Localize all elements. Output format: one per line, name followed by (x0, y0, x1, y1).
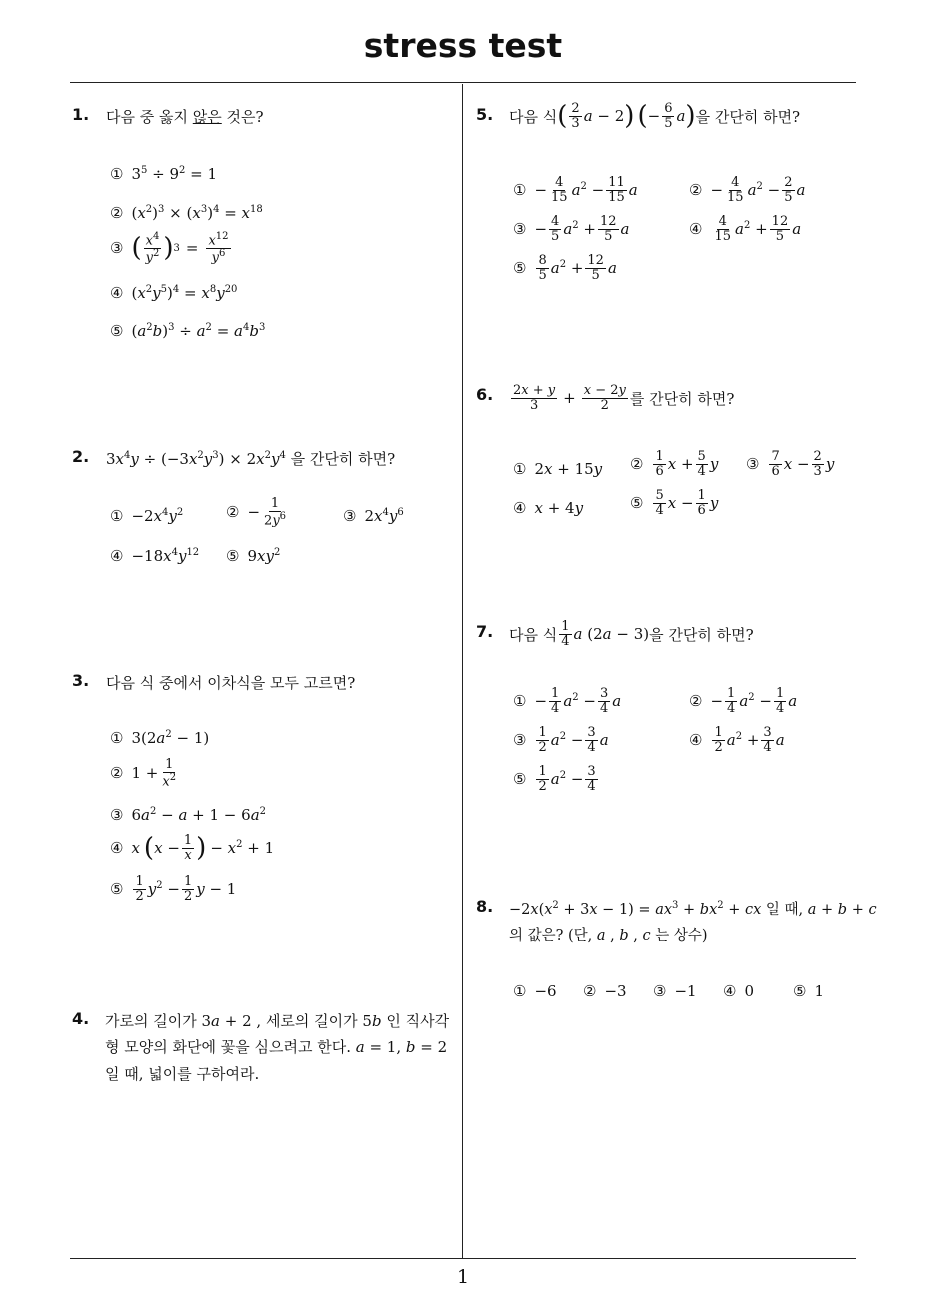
page-number: 1 (456, 1266, 470, 1288)
option-1[interactable]: ① $3^5 \div 9^2 = 1$ (110, 165, 218, 183)
option-4[interactable]: ④ $\frac{4}{15}$ $a^2$ + $\frac{12}{5}$ a (689, 214, 802, 244)
question-number: 3. (72, 671, 90, 690)
option-2[interactable]: ② − $\frac{1}{2y^6}$ (226, 496, 287, 528)
option-2[interactable]: ② − $\frac{4}{15}$ $a^2$ − $\frac{2}{5}$ a (689, 175, 806, 205)
question-number: 5. (476, 105, 494, 124)
option-3[interactable]: ③ − $\frac{4}{5}$ $a^2$ + $\frac{12}{5}$ a (513, 214, 630, 244)
option-5[interactable]: ⑤ $\frac{8}{5}$ $a^2$ + $\frac{12}{5}$ a (513, 253, 617, 283)
question-number: 2. (72, 447, 90, 466)
option-1[interactable]: ① 2x + 15y (513, 460, 603, 478)
question-number: 7. (476, 622, 494, 641)
column-divider (462, 84, 463, 1259)
question-text: 가로의 길이가 3a + 2 , 세로의 길이가 5b 인 직사각형 모양의 화단에 꽃을 심으려고 한다. a = 1, b = 2 일 때, 넓이를 구하여라. (105, 1012, 450, 1083)
bottom-rule (70, 1258, 856, 1259)
question-text: 다음 중 옳지 않은 것은? (106, 108, 264, 126)
option-5[interactable]: ⑤ $\frac{1}{2}$ $a^2$ − $\frac{3}{4}$ (513, 764, 596, 794)
option-4[interactable]: ④ $\frac{1}{2}$ $a^2$ + $\frac{3}{4}$ a (689, 725, 785, 755)
option-3[interactable]: ③ $2x^4y^6$ (343, 507, 404, 525)
option-5[interactable]: ⑤ $9xy^2$ (226, 547, 281, 565)
question-number: 4. (72, 1009, 90, 1028)
option-4[interactable]: ④ 0 (723, 982, 754, 1000)
option-2[interactable]: ② $(x^2)^3 \times (x^3)^4 = x^{18}$ (110, 204, 263, 222)
option-4[interactable]: ④ $(x^2y^5)^4 = x^8y^{20}$ (110, 284, 238, 302)
option-1[interactable]: ① − $\frac{4}{15}$ $a^2$ − $\frac{11}{15}$ a (513, 175, 638, 205)
option-1[interactable]: ① −6 (513, 982, 557, 1000)
question-number: 8. (476, 897, 494, 916)
question-text: $\frac{2x + y}{3}$ + $\frac{x - 2y}{2}$ 를 간단히 하면? (513, 383, 735, 413)
option-2[interactable]: ② −3 (583, 982, 627, 1000)
question-text-line2: 의 값은? (단, a , b , c 는 상수) (509, 928, 708, 944)
question-text: $-2x(x^2 + 3x - 1) = ax^3 + bx^2$ + cx 일 때, a + b + c (509, 900, 877, 918)
option-4[interactable]: ④ x ( x − $\frac{1}{x}$ ) − $x^2 + 1$ (110, 833, 275, 864)
option-5[interactable]: ⑤ 1 (793, 982, 824, 1000)
option-3[interactable]: ③ $6a^2 - a + 1 - 6a^2$ (110, 806, 267, 824)
option-5[interactable]: ⑤ $\frac{5}{4}$ x − $\frac{1}{6}$ y (630, 488, 719, 518)
question-text: 다음 식 ( $\frac{2}{3}$ a − 2 ) ( − $\frac{6}{5}$ a ) 을 간단히 하면? (509, 101, 801, 132)
option-2[interactable]: ② − $\frac{1}{4}$ $a^2$ − $\frac{1}{4}$ a (689, 686, 798, 716)
option-1[interactable]: ① $3(2a^2 - 1)$ (110, 729, 210, 747)
option-3[interactable]: ③ $\frac{1}{2}$ $a^2$ − $\frac{3}{4}$ a (513, 725, 609, 755)
option-1[interactable]: ① $-2x^4y^2$ (110, 507, 184, 525)
question-number: 6. (476, 385, 494, 404)
option-4[interactable]: ④ x + 4y (513, 499, 584, 517)
option-3[interactable]: ③ $\frac{7}{6}$ x − $\frac{2}{3}$ y (746, 449, 835, 479)
option-4[interactable]: ④ $-18x^4y^{12}$ (110, 547, 200, 565)
underlined-word: 않은 (192, 108, 222, 126)
question-number: 1. (72, 105, 90, 124)
question-text: $3x^4y \div (-3x^2y^3) \times 2x^2y^4$ 을 간단히 하면? (106, 450, 396, 468)
option-2[interactable]: ② $\frac{1}{6}$ x + $\frac{5}{4}$ y (630, 449, 719, 479)
question-text: 다음 식 $\frac{1}{4}$ a (2a − 3) 을 간단히 하면? (509, 619, 754, 649)
option-1[interactable]: ① − $\frac{1}{4}$ $a^2$ − $\frac{3}{4}$ a (513, 686, 622, 716)
question-text: 다음 식 중에서 이차식을 모두 고르면? (106, 674, 356, 692)
option-5[interactable]: ⑤ $\frac{1}{2}$ $y^2$ − $\frac{1}{2}$ y − 1 (110, 874, 237, 904)
top-rule (70, 82, 856, 83)
page-title: stress test (363, 26, 563, 65)
option-3[interactable]: ③ −1 (653, 982, 697, 1000)
option-3[interactable]: ③ ( $\frac{x^4}{y^2}$ ) 3 = $\frac{x^{12}}{y^6}$ (110, 231, 229, 266)
option-2[interactable]: ② 1 + $\frac{1}{x^2}$ (110, 757, 177, 789)
option-5[interactable]: ⑤ $(a^2b)^3 \div a^2 = a^4b^3$ (110, 322, 266, 340)
